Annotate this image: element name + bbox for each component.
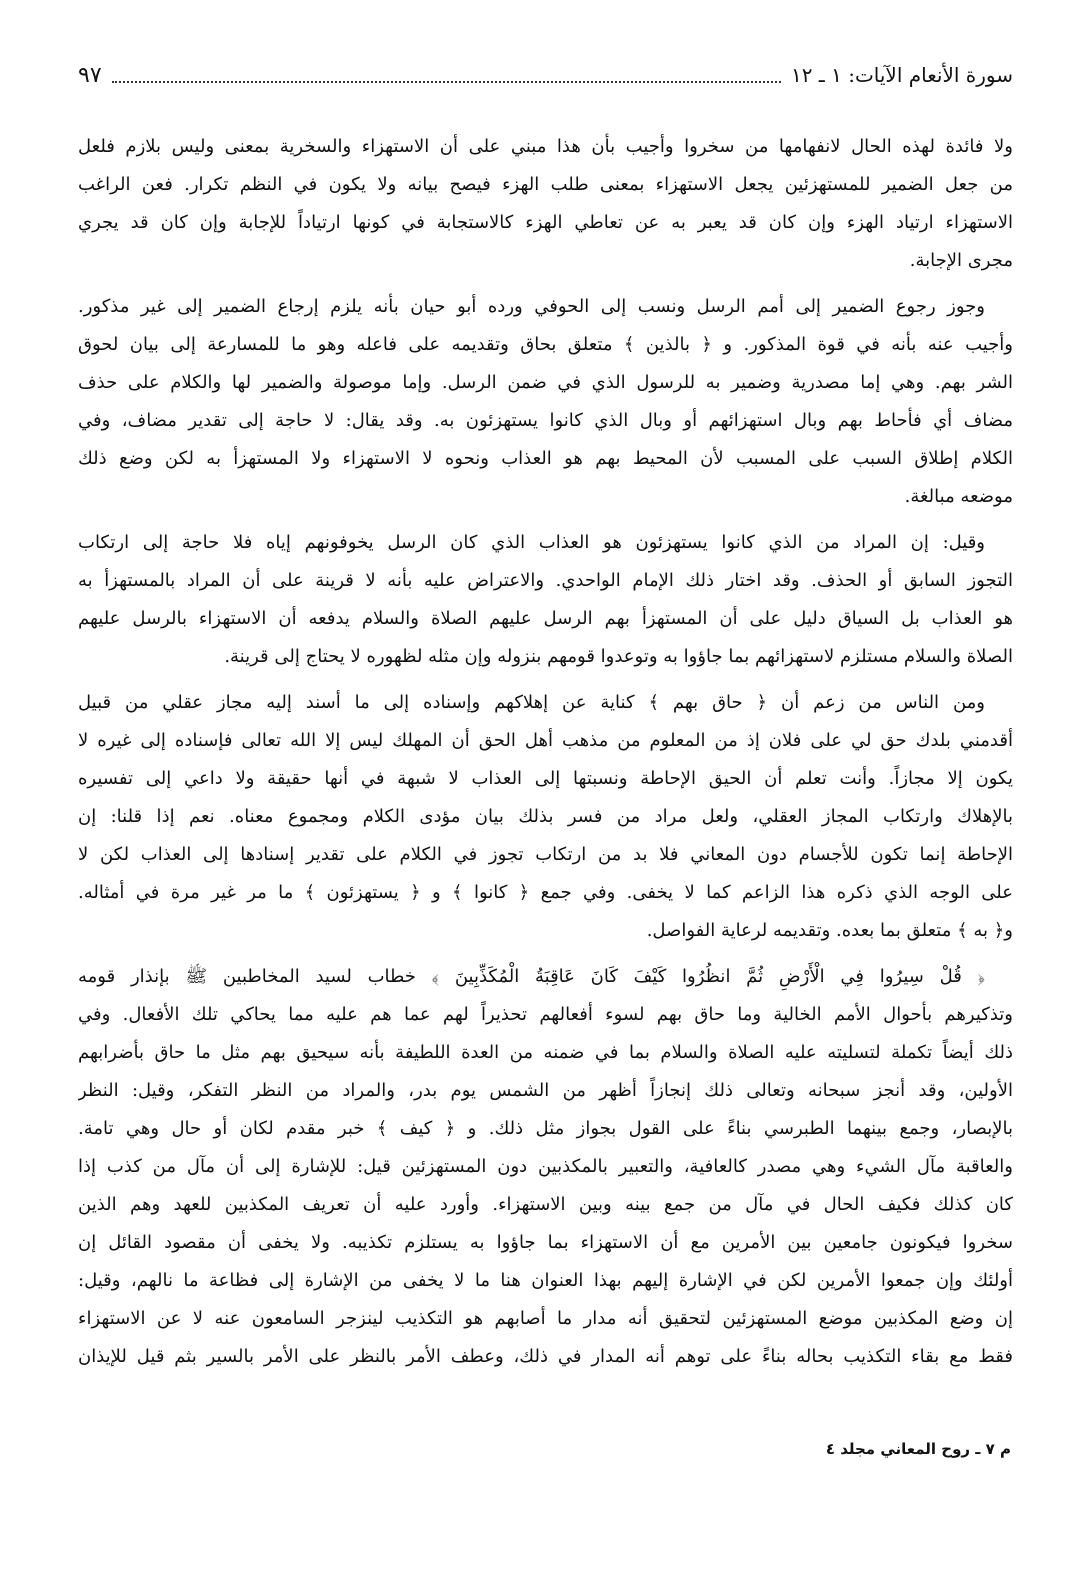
text-line: التجوز السابق أو الحذف. وقد اختار ذلك الإمام الواحدي. والاعتراض عليه بأنه لا قرينة على أن المراد بالمستهزأ به — [78, 570, 1013, 591]
footer-signature: م ٧ ـ روح المعاني مجلد ٤ — [825, 1440, 1011, 1458]
text-line: وتذكيرهم بأحوال الأمم الخالية وما حاق بهم لسوء أفعالهم تحذيراً لهم عما هم عليه مما يحاكي تلك الأفعال. وفي — [78, 1004, 1013, 1025]
text-line: ذلك أيضاً تكملة لتسليته عليه الصلاة والسلام بما في ضمنه من العدة اللطيفة بأنه سيحيق بهم مثل ما حاق بأضرابهم — [78, 1042, 1013, 1063]
text-line: الإحاطة إنما تكون للأجسام دون المعاني فلا بد من ارتكاب تجوز في الكلام على تقدير إسنادها إلى العذاب لكن لا — [78, 844, 1013, 865]
paragraph — [78, 684, 1013, 950]
page-body — [78, 128, 1013, 1384]
text-line: ومن الناس من زعم أن ﴿ حاق بهم ﴾ كناية عن إهلاكهم وإسناده إلى ما أسند إليه مجاز عقلي من قبيل — [78, 692, 985, 713]
text-line: على الوجه الذي ذكره هذا الزاعم كما لا يخفى. وفي جمع ﴿ كانوا ﴾ و ﴿ يستهزئون ﴾ ما مر غير مرة في أمثاله. — [78, 882, 1013, 903]
text-line: أولئك وإن جمعوا الأمرين لكن في الإشارة إليهم بهذا العنوان هنا ما لا يخفى من الإشارة إلى فظاعة ما نالهم، وقيل: — [78, 1270, 1013, 1291]
dotted-leader — [112, 67, 781, 83]
text-line: وأجيب عنه بأنه في قوة المذكور. و ﴿ بالذين ﴾ متعلق بحاق وتقديمه على فاعله وهو ما للمسارعة إلى بيان لحوق — [78, 334, 1013, 355]
text-line: مضاف أي فأحاط بهم وبال استهزائهم أو وبال الذي كانوا يستهزئون به. وقد يقال: لا حاجة إلى تقدير مضاف، وفي — [78, 410, 1013, 431]
text-line: الأولين، وقد أنجز سبحانه وتعالى ذلك إنجازاً أظهر من الشمس يوم بدر، والمراد من النظر التفكر، وقيل: النظر — [78, 1080, 1013, 1101]
text-line: الاستهزاء ارتياد الهزء وإن كان قد يعبر به عن تعاطي الهزء كالاستجابة في كونها ارتياداً للإجابة وإن كان قد يجري — [78, 212, 1013, 233]
paragraph — [78, 128, 1013, 280]
paragraph — [78, 524, 1013, 676]
text-line: أقدمني بلدك حق لي على فلان إذ من المعلوم من مذهب أهل الحق أن المهلك ليس إلا الله تعالى فإسناده إلى غيره لا — [78, 730, 1013, 751]
text-line: ﴿ قُلْ سِيرُوا فِي الْأَرْضِ ثُمَّ انظُرُوا كَيْفَ كَانَ عَاقِبَةُ الْمُكَذِّبِينَ ﴾ خطاب لسيد المخاطبين ﷺ بإنذار قومه — [78, 966, 985, 987]
text-line: وجوز رجوع الضمير إلى أمم الرسل ونسب إلى الحوفي ورده أبو حيان بأنه يلزم إرجاع الضمير إلى غير مذكور. — [78, 296, 985, 317]
paragraph — [78, 958, 1013, 1376]
text-line: بالإبصار، وجمع بينهما الطبرسي بناءً على القول بجواز مثل ذلك. و ﴿ كيف ﴾ خبر مقدم لكان أو حال وهي تامة. — [78, 1118, 1013, 1139]
text-line: هو العذاب بل السياق دليل على أن المستهزأ بهم الرسل عليهم الصلاة والسلام يدفعه أن الاستهزاء بالرسل عليهم — [78, 608, 1013, 629]
text-line: ولا فائدة لهذه الحال لانفهامها من سخروا وأجيب بأن هذا مبني على أن الاستهزاء والسخرية بمعنى وليس بلازم فلعل — [78, 136, 1013, 157]
text-line: مجرى الإجابة. — [909, 250, 1013, 271]
text-line: فقط مع بقاء التكذيب بحاله بناءً على توهم أنه المدار في ذلك، وعطف الأمر بالنظر على الأمر بالسير بثم قيل للإيذان — [78, 1346, 1013, 1367]
header-title: سورة الأنعام الآيات: ١ ـ ١٢ — [791, 63, 1013, 87]
text-line: كان كذلك فكيف الحال في مآل من جمع بينه وبين الاستهزاء. وأورد عليه أن تعريف المكذبين للعهد وهم الذين — [78, 1194, 1013, 1215]
text-line: بالإهلاك وارتكاب المجاز العقلي، ولعل مراد من فسر بذلك بيان مؤدى الكلام ومجموع معناه. نعم إذا قلنا: إن — [78, 806, 1013, 827]
text-line: الصلاة والسلام مستلزم لاستهزائهم بما جاؤوا به وتوعدوا قومهم بنزوله وإن مثله لظهوره لا يحتاج إلى قرينة. — [224, 646, 1013, 667]
running-header — [78, 58, 1013, 92]
text-line: يكون إلا مجازاً. وأنت تعلم أن الحيق الإحاطة ونسبتها إلى العذاب لا شبهة في أنها حقيقة ولا داعي إلى تفسيره — [78, 768, 1013, 789]
text-line: الكلام إطلاق السبب على المسبب لأن المحيط بهم هو العذاب ونحوه لا الاستهزاء ولا المستهزأ به لكن وضع ذلك — [78, 448, 1013, 469]
text-line: وقيل: إن المراد من الذي كانوا يستهزئون هو العذاب الذي كان الرسل يخوفونهم إياه فلا حاجة إلى ارتكاب — [78, 532, 985, 553]
text-line: موضعه مبالغة. — [904, 486, 1013, 507]
page-number: ٩٧ — [78, 62, 102, 88]
text-line: الشر بهم. وهي إما مصدرية وضمير به للرسول الذي في ضمن الرسل. وإما موصولة والضمير لها والكلام على حذف — [78, 372, 1013, 393]
text-line: إن وضع المكذبين موضع المستهزئين لتحقيق أنه مدار ما أصابهم هو التكذيب لينزجر السامعون عنه لا عن الاستهزاء — [78, 1308, 1013, 1329]
text-line: سخروا فيكونون جامعين بين الأمرين مع أن الاستهزاء بما جاؤوا به يستلزم تكذيبه. ولا يخفى أن مقصود القائل إن — [78, 1232, 1013, 1253]
text-line: من جعل الضمير للمستهزئين يجعل الاستهزاء بمعنى طلب الهزء فيصح بيانه ولا يكون في النظم تكرار. فعن الراغب — [78, 174, 1013, 195]
paragraph — [78, 288, 1013, 516]
text-line: والعاقبة مآل الشيء وهي مصدر كالعافية، والتعبير بالمكذبين دون المستهزئين قيل: للإشارة إلى أن مآل من كذب إذا — [78, 1156, 1013, 1177]
text-line: و﴿ به ﴾ متعلق بما بعده. وتقديمه لرعاية الفواصل. — [646, 920, 1013, 941]
